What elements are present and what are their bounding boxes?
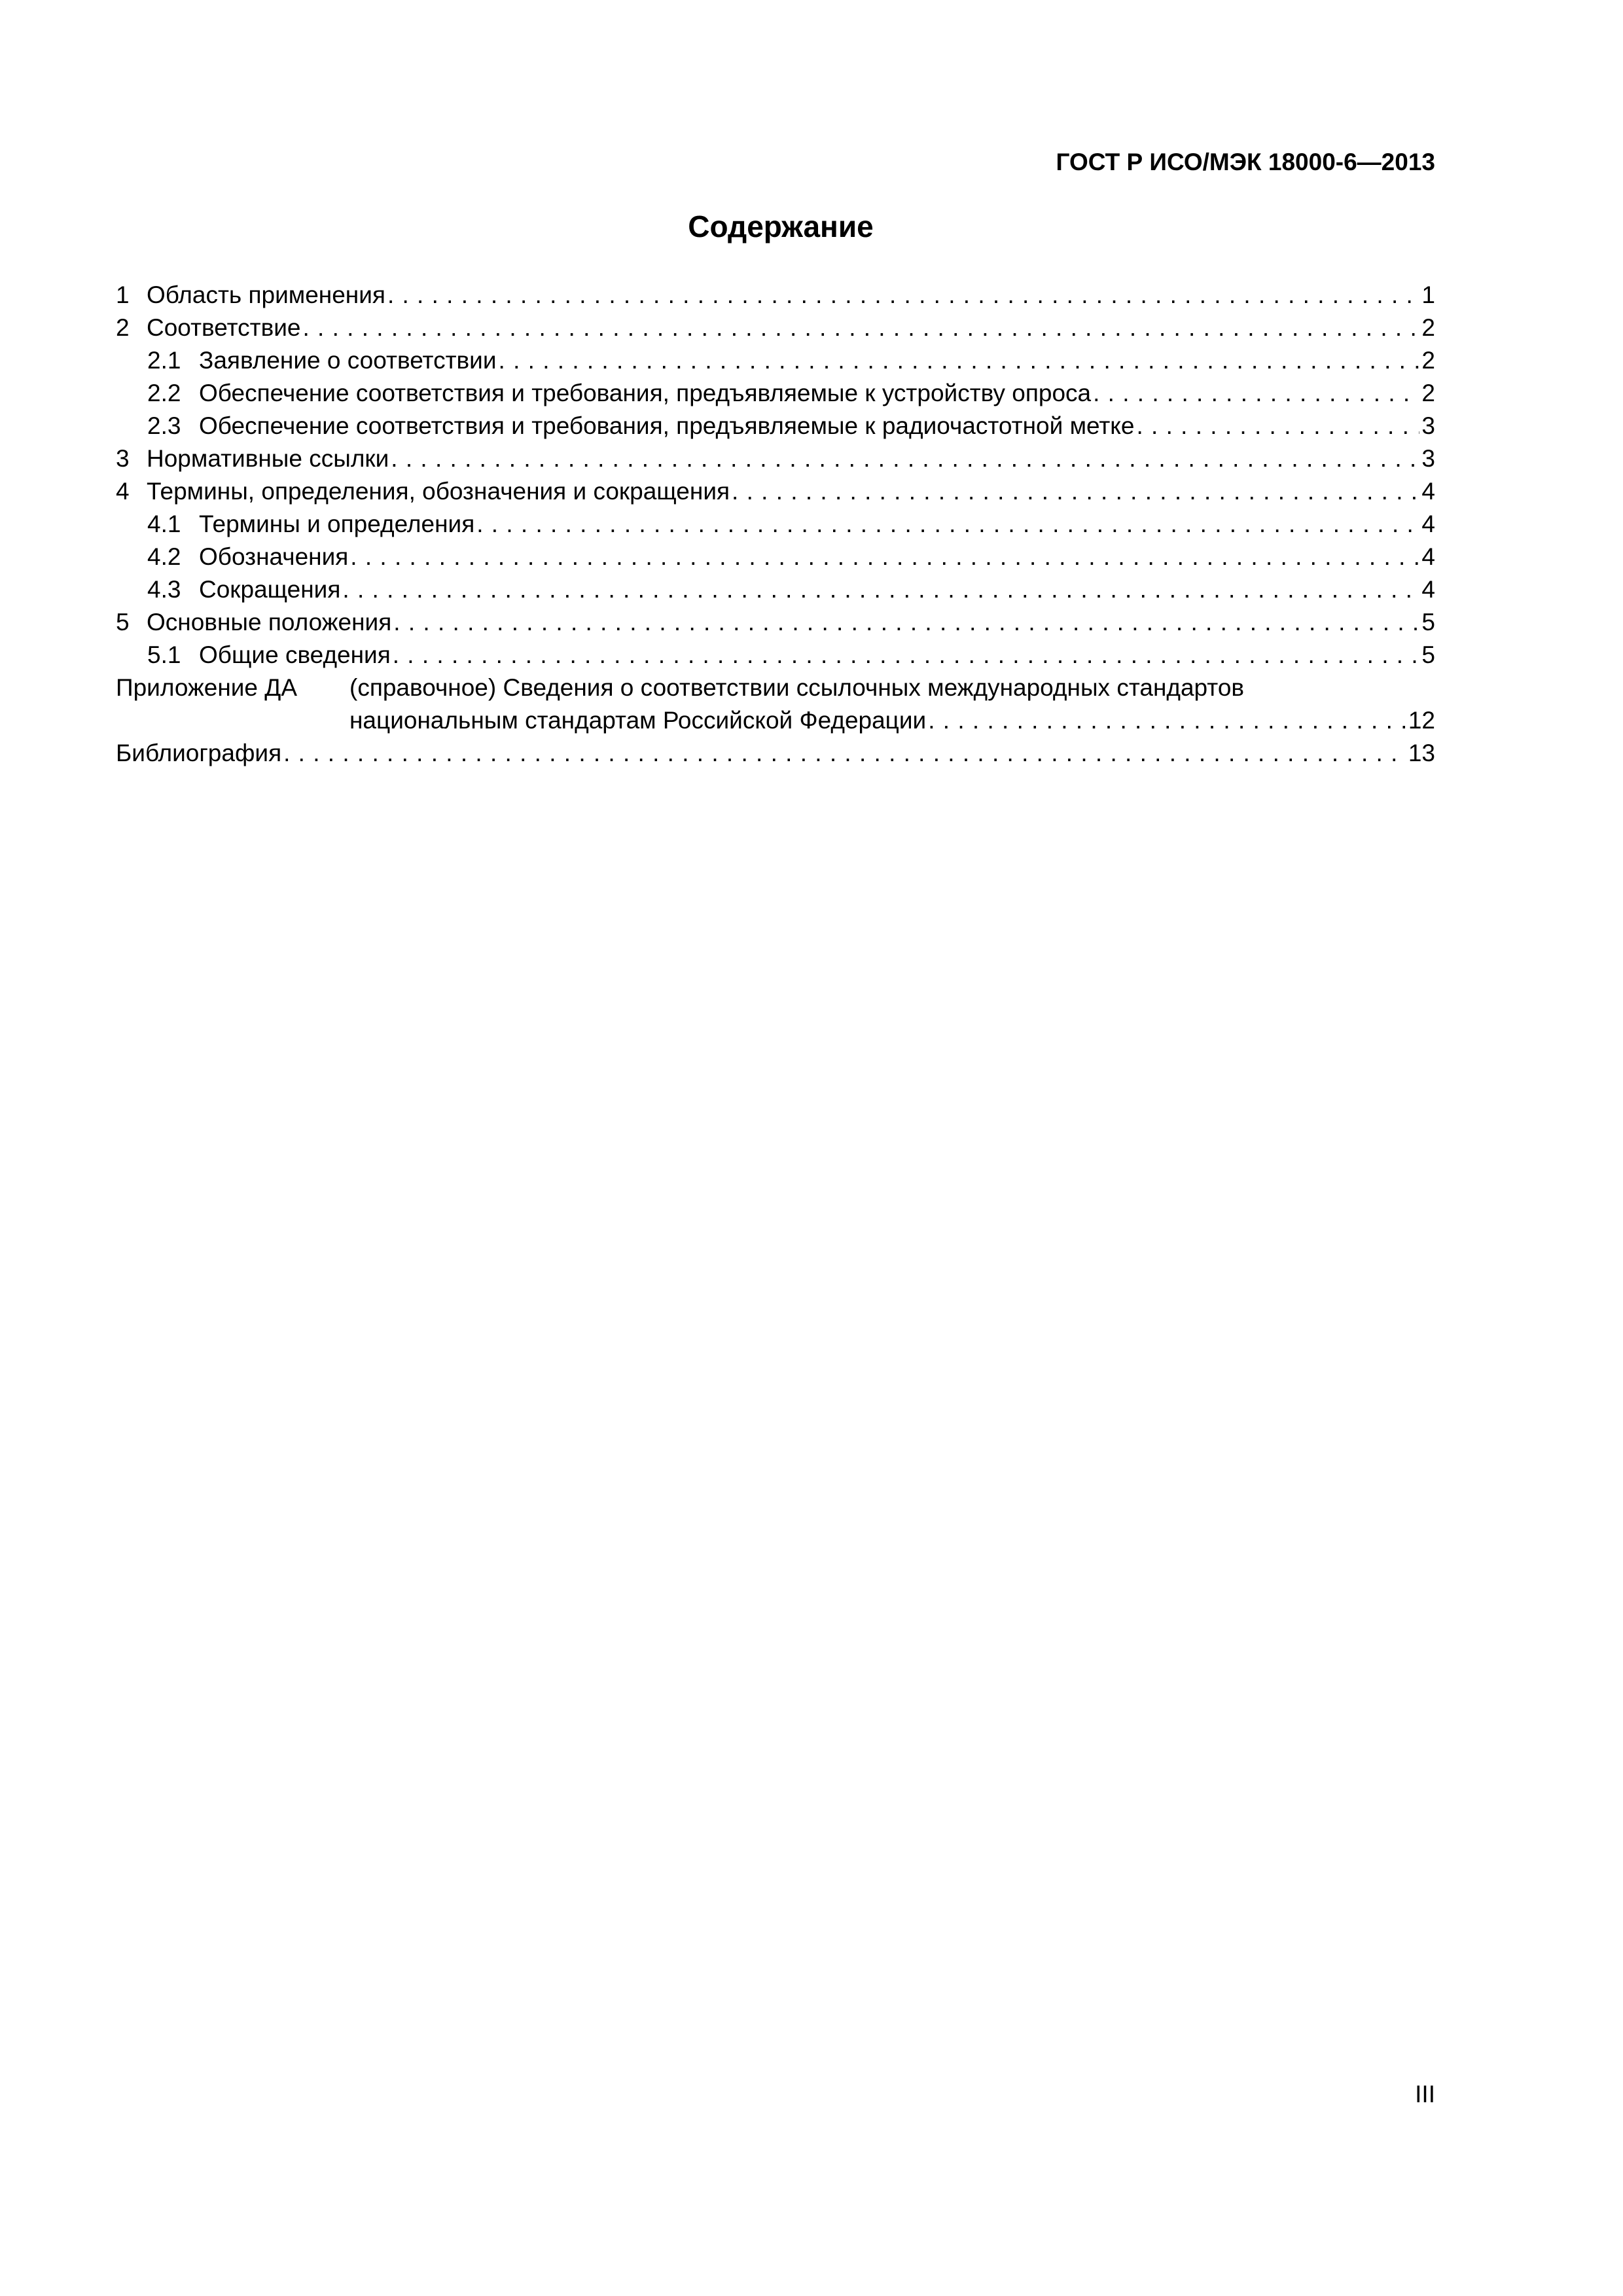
toc-entry-number: 4.2 bbox=[147, 543, 181, 570]
toc-leader-dots bbox=[732, 475, 1419, 508]
toc-entry-label: Обозначения bbox=[199, 543, 349, 570]
table-of-contents bbox=[116, 279, 1435, 770]
toc-entry-number: 4.1 bbox=[147, 511, 181, 537]
toc-leader-dots bbox=[393, 606, 1419, 639]
toc-entry-number: 5 bbox=[116, 609, 130, 636]
toc-entry-page: 5 bbox=[1421, 641, 1435, 668]
toc-entry-3[interactable] bbox=[116, 442, 1435, 475]
toc-entry-page: 12 bbox=[1408, 707, 1435, 734]
appendix-title-line1: (справочное) Сведения о соответствии ссылочных международных стандартов bbox=[349, 674, 1245, 701]
toc-leader-dots bbox=[476, 508, 1419, 541]
toc-leader-dots bbox=[302, 312, 1419, 344]
toc-leader-dots bbox=[499, 344, 1420, 377]
toc-entry-number: 2 bbox=[116, 314, 130, 341]
toc-entry-page: 4 bbox=[1421, 576, 1435, 603]
toc-entry-page: 1 bbox=[1421, 281, 1435, 308]
toc-entry-4[interactable] bbox=[116, 475, 1435, 508]
toc-entry-label: Область применения bbox=[147, 281, 385, 308]
appendix-title-line2: национальным стандартам Российской Федерации bbox=[349, 707, 927, 734]
toc-entry-number: 2.3 bbox=[147, 412, 181, 439]
page-number: III bbox=[1415, 2081, 1435, 2108]
toc-entry-2-1[interactable] bbox=[116, 344, 1435, 377]
toc-entry-number: 5.1 bbox=[147, 641, 181, 668]
toc-leader-dots bbox=[1137, 410, 1420, 442]
toc-entry-label: Нормативные ссылки bbox=[147, 445, 389, 472]
toc-entry-page: 2 bbox=[1421, 314, 1435, 341]
toc-entry-number: 3 bbox=[116, 445, 130, 472]
toc-entry-4-1[interactable] bbox=[116, 508, 1435, 541]
toc-entry-label: Библиография bbox=[116, 740, 282, 766]
toc-entry-page: 3 bbox=[1421, 445, 1435, 472]
toc-leader-dots bbox=[928, 704, 1406, 737]
toc-entry-label: Обеспечение соответствия и требования, предъявляемые к радиочастотной метке bbox=[199, 412, 1135, 439]
toc-entry-number: 4.3 bbox=[147, 576, 181, 603]
toc-entry-label: Основные положения bbox=[147, 609, 392, 636]
toc-entry-page: 2 bbox=[1421, 347, 1435, 374]
toc-leader-dots bbox=[393, 639, 1420, 672]
toc-leader-dots bbox=[391, 442, 1419, 475]
toc-entry-label: Заявление о соответствии bbox=[199, 347, 497, 374]
toc-entry-number: 1 bbox=[116, 281, 130, 308]
toc-entry-label: Соответствие bbox=[147, 314, 301, 341]
toc-entry-page: 5 bbox=[1421, 609, 1435, 636]
toc-entry-5-1[interactable] bbox=[116, 639, 1435, 672]
toc-entry-label: Сокращения bbox=[199, 576, 341, 603]
toc-entry-2[interactable] bbox=[116, 312, 1435, 344]
toc-entry-page: 4 bbox=[1421, 543, 1435, 570]
toc-entry-4-3[interactable] bbox=[116, 573, 1435, 606]
appendix-first-line bbox=[116, 672, 1435, 704]
toc-leader-dots bbox=[1093, 377, 1419, 410]
toc-entry-label: Термины, определения, обозначения и сокращения bbox=[147, 478, 730, 505]
toc-entry-page: 4 bbox=[1421, 478, 1435, 505]
toc-title: Содержание bbox=[688, 209, 874, 243]
toc-entry-2-3[interactable] bbox=[116, 410, 1435, 442]
toc-leader-dots bbox=[350, 541, 1419, 573]
toc-entry-4-2[interactable] bbox=[116, 541, 1435, 573]
toc-entry-page: 4 bbox=[1421, 511, 1435, 537]
toc-leader-dots bbox=[387, 279, 1419, 312]
toc-entry-number: 4 bbox=[116, 478, 130, 505]
toc-entry-label: Общие сведения bbox=[199, 641, 391, 668]
toc-entry-bibliography[interactable] bbox=[116, 737, 1435, 770]
toc-entry-number: 2.1 bbox=[147, 347, 181, 374]
toc-entry-label: Термины и определения bbox=[199, 511, 475, 537]
toc-entry-2-2[interactable] bbox=[116, 377, 1435, 410]
toc-entry-number: 2.2 bbox=[147, 380, 181, 406]
toc-entry-5[interactable] bbox=[116, 606, 1435, 639]
toc-entry-appendix[interactable] bbox=[116, 672, 1435, 737]
appendix-second-line bbox=[116, 704, 1435, 737]
toc-leader-dots bbox=[342, 573, 1419, 606]
toc-leader-dots bbox=[283, 737, 1406, 770]
appendix-prefix: Приложение ДА bbox=[116, 674, 298, 701]
toc-entry-page: 3 bbox=[1421, 412, 1435, 439]
toc-entry-1[interactable] bbox=[116, 279, 1435, 312]
standard-id-header: ГОСТ Р ИСО/МЭК 18000-6—2013 bbox=[1056, 149, 1435, 175]
toc-entry-label: Обеспечение соответствия и требования, предъявляемые к устройству опроса bbox=[199, 380, 1092, 406]
toc-entry-page: 13 bbox=[1408, 740, 1435, 766]
toc-entry-page: 2 bbox=[1421, 380, 1435, 406]
